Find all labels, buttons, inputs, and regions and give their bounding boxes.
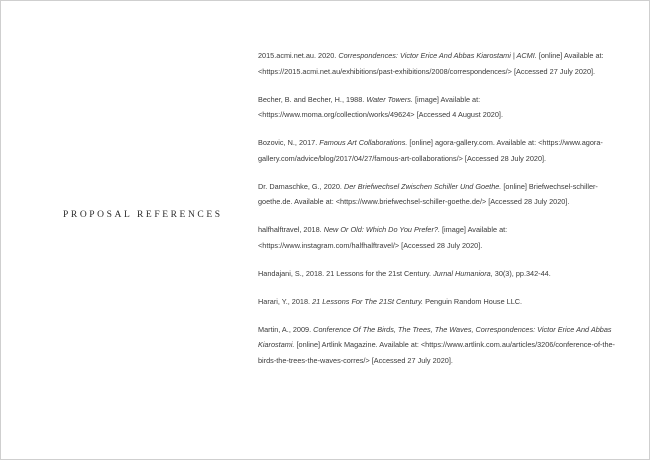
reference-item bbox=[258, 266, 630, 282]
reference-author: Handajani, S., 2018. 21 Lessons for the 21st Century. bbox=[258, 268, 434, 278]
reference-title: Jurnal Humaniora, bbox=[433, 268, 493, 278]
reference-item bbox=[258, 92, 630, 123]
reference-title: Der Briefwechsel Zwischen Schiller Und Goethe. bbox=[343, 181, 502, 191]
reference-details: Penguin Random House LLC. bbox=[423, 296, 523, 306]
reference-author: 2015.acmi.net.au. 2020. bbox=[258, 51, 339, 60]
reference-author: halfhalftravel, 2018. bbox=[258, 225, 324, 234]
reference-title: Conference Of The Birds, The Trees, The Waves, Correspondences: Victor Erice And Abbas Kiarostami. bbox=[258, 324, 612, 349]
reference-details: [image] Available at: <https://www.instagram.com/halfhalftravel/> [Accessed 28 July 2020]. bbox=[258, 225, 508, 250]
reference-details: [online] Artlink Magazine. Available at: <https://www.artlink.com.au/articles/3206/conference-of-the-birds-the-trees-the-waves-corres/> [Accessed 27 July 2020]. bbox=[258, 340, 615, 365]
section-heading: PROPOSAL REFERENCES bbox=[63, 210, 223, 220]
reference-author: Becher, B. and Becher, H., 1988. bbox=[258, 94, 367, 104]
reference-item bbox=[258, 294, 630, 310]
reference-item bbox=[258, 48, 630, 79]
reference-details: [online] Available at: <https://2015.acmi.net.au/exhibitions/past-exhibitions/2008/correspondences/> [Accessed 27 July 2020]. bbox=[258, 51, 604, 76]
reference-item bbox=[258, 135, 630, 166]
reference-title: 21 Lessons For The 21St Century. bbox=[312, 296, 424, 306]
reference-title: Correspondences: Victor Erice And Abbas Kiarostami | ACMI. bbox=[338, 51, 537, 60]
reference-item bbox=[258, 179, 630, 210]
reference-title: Famous Art Collaborations. bbox=[319, 138, 408, 147]
reference-details: [online] Briefwechsel-schiller-goethe.de. Available at: <https://www.briefwechsel-schiller-goethe.de/> [Accessed 28 July 2020]. bbox=[258, 181, 598, 206]
reference-author: Dr. Damaschke, G., 2020. bbox=[258, 181, 344, 191]
reference-title: New Or Old: Which Do You Prefer?. bbox=[323, 225, 440, 234]
reference-title: Water Towers. bbox=[366, 94, 413, 104]
reference-details: [image] Available at: <https://www.moma.org/collection/works/49624> [Accessed 4 August 2020]. bbox=[258, 94, 503, 119]
reference-author: Martin, A., 2009. bbox=[258, 324, 314, 334]
reference-item bbox=[258, 222, 630, 253]
reference-list bbox=[258, 48, 630, 381]
reference-author: Harari, Y., 2018. bbox=[258, 296, 313, 306]
reference-details: 30(3), pp.342-44. bbox=[492, 268, 551, 278]
reference-item bbox=[258, 322, 630, 369]
reference-details: [online] agora-gallery.com. Available at: <https://www.agora-gallery.com/advice/blog/2017/04/27/famous-art-collaborations/> [Accessed 28 July 2020]. bbox=[258, 138, 603, 163]
reference-author: Bozovic, N., 2017. bbox=[258, 138, 320, 147]
